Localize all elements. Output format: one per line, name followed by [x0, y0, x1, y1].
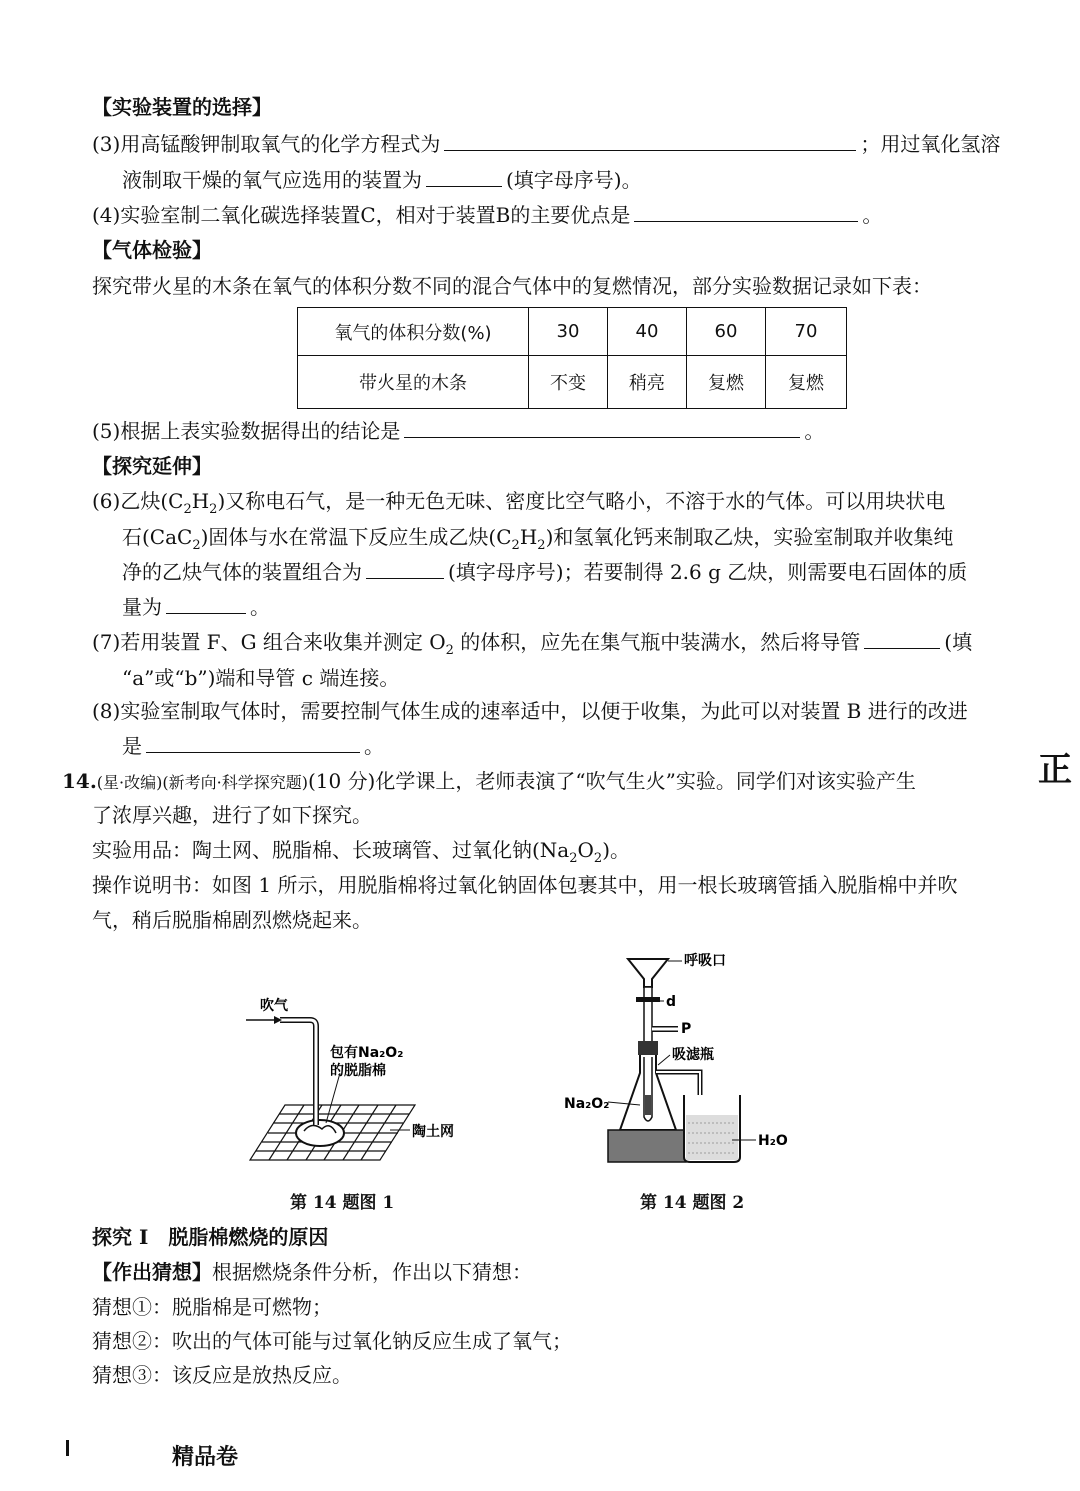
cotton-label-1: 包有Na₂O₂ [330, 1045, 404, 1061]
stopcock-d [636, 997, 660, 1002]
q14-text: O [577, 838, 594, 862]
subscript: 2 [183, 502, 192, 517]
section-extend-heading: 【探究延伸】 [92, 454, 212, 478]
q6-text: 石(CaC [122, 525, 193, 549]
table-cell: 70 [766, 308, 847, 356]
glass-tube [280, 1020, 316, 1125]
na2o2-solid [645, 1095, 651, 1115]
section-device-heading: 【实验装置的选择】 [92, 95, 272, 119]
q14-line2: 了浓厚兴趣，进行了如下探究。 [92, 803, 372, 827]
table-cell: 30 [529, 308, 608, 356]
q4-text-b: 。 [862, 203, 883, 227]
q6-line4 [122, 590, 1040, 624]
page-edge-mark [66, 1440, 69, 1456]
water-label: H₂O [758, 1133, 788, 1149]
q14-text: (10 分)化学课上，老师表演了“吹气生火”实验。同学们对该实验产生 [307, 769, 916, 793]
guess-1: 猜想①：脱脂棉是可燃物； [92, 1295, 332, 1319]
table-row [298, 356, 847, 409]
subscript: 2 [445, 643, 454, 658]
stopcock-label: d [666, 994, 677, 1010]
section-gas-test-heading: 【气体检验】 [92, 238, 212, 262]
table-cell: 复燃 [766, 356, 847, 409]
subscript: 2 [209, 502, 218, 517]
subscript: 2 [593, 851, 603, 866]
oxygen-data-table [297, 307, 847, 409]
margin-mark: 正 [1038, 750, 1072, 790]
footer-brand: 精品卷 [172, 1445, 239, 1470]
q4-line [92, 198, 1040, 232]
table-row-header: 氧气的体积分数(%) [298, 308, 529, 356]
q3-line2 [122, 163, 1040, 197]
subscript: 2 [569, 851, 578, 866]
q6-text: 。 [250, 595, 270, 619]
q8-improve-blank[interactable] [146, 730, 360, 753]
side-tube-label: P [681, 1021, 692, 1037]
q6-text: )固体与水在常温下反应生成乙炔(C [200, 525, 512, 549]
q5-conclusion-blank[interactable] [404, 415, 800, 438]
figure-2-flask-apparatus [560, 945, 800, 1170]
q5-text-a: (5)根据上表实验数据得出的结论是 [92, 419, 401, 443]
hypothesis-line [92, 1255, 1040, 1289]
q6-text: H [519, 525, 538, 549]
figure-2-caption: 第 14 题图 2 [640, 1193, 745, 1213]
q6-text: )又称电石气，是一种无色无味、密度比空气略小，不溶于水的气体。可以用块状电 [217, 489, 946, 513]
q3-text-c: 液制取干燥的氧气应选用的装置为 [122, 168, 422, 192]
table-cell: 60 [687, 308, 766, 356]
hypothesis-intro: 根据燃烧条件分析，作出以下猜想： [212, 1260, 532, 1284]
base-block [608, 1130, 686, 1162]
flask-label: 吸滤瓶 [672, 1047, 714, 1063]
q3-equation-blank[interactable] [444, 128, 856, 151]
table-row [298, 308, 847, 356]
q6-text: )和氢氧化钙来制取乙炔，实验室制取并收集纯 [545, 525, 954, 549]
q8-line2 [122, 729, 1040, 763]
q3-device-blank[interactable] [426, 164, 502, 187]
hypothesis-heading: 【作出猜想】 [92, 1260, 212, 1284]
flask-stopper [638, 1041, 658, 1055]
q6-mass-blank[interactable] [166, 591, 246, 614]
table-cell: 复燃 [687, 356, 766, 409]
q6-device-blank[interactable] [366, 556, 444, 579]
q8-text: 。 [364, 734, 384, 758]
q7-text: (7)若用装置 F、G 组合来收集并测定 O [92, 630, 446, 654]
q8-text: 是 [122, 734, 142, 758]
q5-text-b: 。 [804, 419, 825, 443]
subscript: 2 [192, 538, 201, 553]
blow-label: 吹气 [260, 998, 288, 1014]
q14-tag-source: (星·改编) [96, 773, 163, 792]
q3-text-d: (填字母序号)。 [506, 168, 642, 192]
subscript: 2 [511, 538, 520, 553]
q3-text-a: (3)用高锰酸钾制取氧气的化学方程式为 [92, 132, 441, 156]
q3-line1 [92, 127, 1040, 161]
q6-text: H [191, 489, 210, 513]
explore-1-heading: 探究 Ⅰ 脱脂棉燃烧的原因 [92, 1225, 329, 1249]
cotton-ball [296, 1120, 344, 1146]
q14-ops-line2: 气，稍后脱脂棉剧烈燃烧起来。 [92, 908, 372, 932]
q6-line3 [122, 555, 1040, 589]
q3-text-b: ；用过氧化氢溶 [860, 132, 1001, 156]
q6-text: 量为 [122, 595, 162, 619]
q6-text: (6)乙炔(C [92, 489, 184, 513]
q7-pipe-blank[interactable] [864, 626, 940, 649]
figure-1-caption: 第 14 题图 1 [290, 1193, 395, 1213]
na2o2-label: Na₂O₂ [564, 1096, 610, 1112]
q6-text: (填字母序号)；若要制得 2.6 g 乙炔，则需要电石固体的质 [448, 560, 968, 584]
table-row-header: 带火星的木条 [298, 356, 529, 409]
q14-ops-line1: 操作说明书：如图 1 所示，用脱脂棉将过氧化钠固体包裹其中，用一根长玻璃管插入脱脂棉中并吹 [92, 873, 958, 897]
subscript: 2 [537, 538, 546, 553]
table-cell: 稍亮 [608, 356, 687, 409]
q4-advantage-blank[interactable] [634, 199, 858, 222]
guess-3: 猜想③：该反应是放热反应。 [92, 1363, 352, 1387]
q7-text: 的体积，应先在集气瓶中装满水，然后将导管 [453, 630, 861, 654]
q14-text: 实验用品：陶土网、脱脂棉、长玻璃管、过氧化钠(Na [92, 838, 570, 862]
cotton-label-2: 的脱脂棉 [330, 1063, 386, 1079]
figure-1-blowing-apparatus [240, 995, 460, 1170]
q7-line2: “a”或“b”)端和导管 c 端连接。 [122, 666, 400, 690]
q14-line1 [62, 764, 1040, 800]
q6-text: 净的乙炔气体的装置组合为 [122, 560, 362, 584]
breathing-funnel [628, 959, 668, 987]
guess-2: 猜想②：吹出的气体可能与过氧化钠反应生成了氧气； [92, 1329, 572, 1353]
q5-line [92, 414, 1040, 448]
q14-number: 14. [62, 769, 97, 793]
q7-text: (填 [944, 630, 973, 654]
q14-tag-type: (新考向·科学探究题) [162, 773, 308, 792]
table-intro: 探究带火星的木条在氧气的体积分数不同的混合气体中的复燃情况，部分实验数据记录如下表： [92, 274, 932, 298]
table-cell: 不变 [529, 356, 608, 409]
mesh-label: 陶土网 [412, 1124, 454, 1140]
q4-text-a: (4)实验室制二氧化碳选择装置C，相对于装置B的主要优点是 [92, 203, 631, 227]
table-cell: 40 [608, 308, 687, 356]
mouth-label: 呼吸口 [684, 953, 726, 969]
q14-text: )。 [602, 838, 631, 862]
q8-line1: (8)实验室制取气体时，需要控制气体生成的速率适中，以便于收集，为此可以对装置 B 进行的改进 [92, 699, 968, 723]
